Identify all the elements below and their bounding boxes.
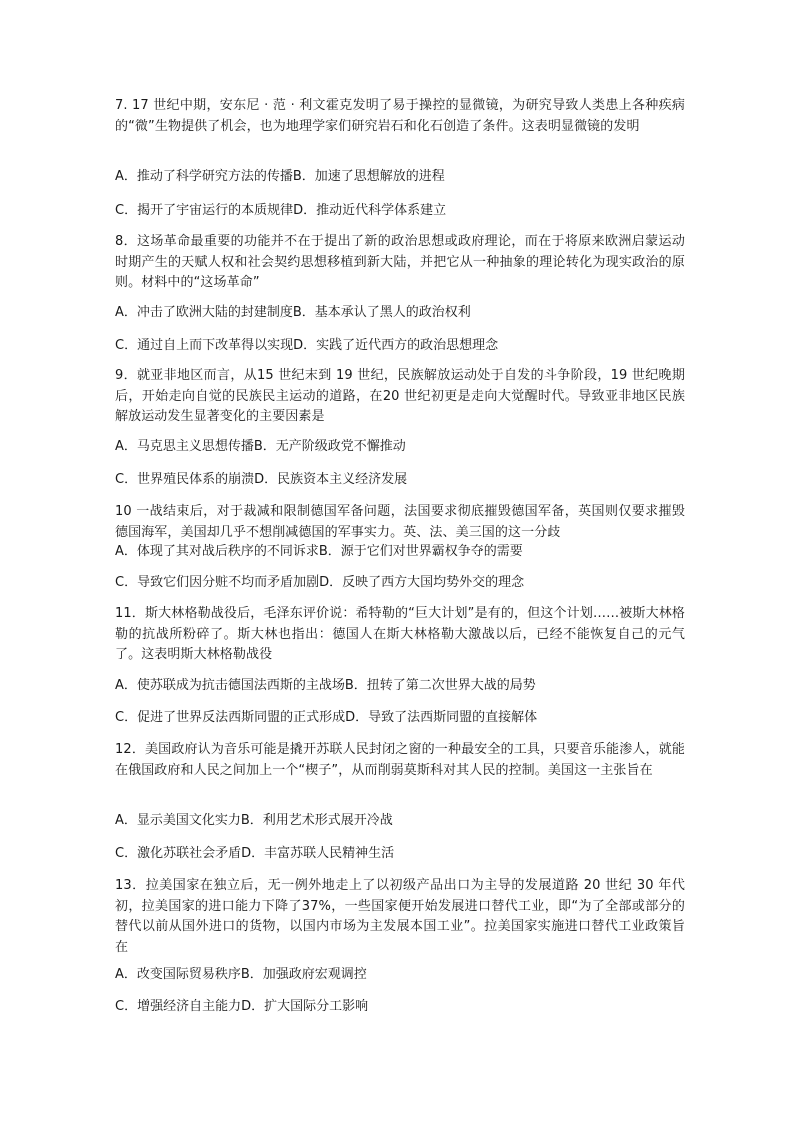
option-row: C．世界殖民体系的崩溃D．民族资本主义经济发展 [115,472,408,487]
question-stem: 13．拉美国家在独立后，无一例外地走上了以初级产品出口为主导的发展道路 20 世纪 30 年代初，拉美国家的进口能力下降了37%，一些国家便开始发展进口替代工业，即“为了全部或部分的替代以前从国外进口的货物，以国内市场为主发展本国工业”。拉美国家实施进口替代工业政策旨在 [115,878,685,955]
question-13 [115,876,685,958]
question-stem: 10 一战结束后，对于裁减和限制德国军备问题，法国要求彻底摧毁德国军备，英国则仅要求摧毁德国海军，美国却几乎不想削减德国的军事实力。英、法、美三国的这一分歧 [115,504,685,540]
option-row: A．体现了其对战后秩序的不同诉求B．源于它们对世界霸权争夺的需要 [115,544,523,559]
question-9 [115,366,685,428]
question-stem: 7. 17 世纪中期，安东尼 · 范 · 利文霍克发明了易于操控的显微镜，为研究导致人类患上各种疾病的“微”生物提供了机会，也为地理学家们研究岩石和化石创造了条件。这表明显微镜的发明 [115,98,685,134]
question-10 [115,502,685,543]
option-row: A．使苏联成为抗击德国法西斯的主战场B．扭转了第二次世界大战的局势 [115,678,536,693]
option-row: C．揭开了宇宙运行的本质规律D．推动近代科学体系建立 [115,203,447,218]
option-row: A．马克思主义思想传播B．无产阶级政党不懈推动 [115,439,406,454]
option-row: C．导致它们因分赃不均而矛盾加剧D．反映了西方大国均势外交的理念 [115,575,525,590]
question-7 [115,96,685,137]
question-stem: 9．就亚非地区而言，从15 世纪末到 19 世纪，民族解放运动处于自发的斗争阶段，19 世纪晚期后，开始走向自觉的民族民主运动的道路，在20 世纪初更是走向大觉醒时代。导致亚非地区民族解放运动发生显著变化的主要因素是 [115,368,685,424]
question-stem: 12．美国政府认为音乐可能是撬开苏联人民封闭之窗的一种最安全的工具，只要音乐能渗人，就能在俄国政府和人民之间加上一个“楔子”，从而削弱莫斯科对其人民的控制。美国这一主张旨在 [115,742,685,778]
question-11 [115,604,685,666]
option-row: A．推动了科学研究方法的传播B．加速了思想解放的进程 [115,169,445,184]
option-row: C．激化苏联社会矛盾D．丰富苏联人民精神生活 [115,846,395,861]
option-row: C．通过自上而下改革得以实现D．实践了近代西方的政治思想理念 [115,338,499,353]
question-stem: 11．斯大林格勒战役后，毛泽东评价说：希特勒的“巨大计划”是有的，但这个计划……被斯大林格勒的抗战所粉碎了。斯大林也指出：德国人在斯大林格勒大激战以后，已经不能恢复自己的元气了。这表明斯大林格勒战役 [115,606,685,662]
option-row: C．增强经济自主能力D．扩大国际分工影响 [115,999,369,1014]
question-8 [115,232,685,294]
option-row: C．促进了世界反法西斯同盟的正式形成D．导致了法西斯同盟的直接解体 [115,710,538,725]
option-row: A．改变国际贸易秩序B．加强政府宏观调控 [115,967,367,982]
question-12 [115,740,685,781]
question-stem: 8．这场革命最重要的功能并不在于提出了新的政治思想或政府理论，而在于将原来欧洲启蒙运动时期产生的天赋人权和社会契约思想移植到新大陆，并把它从一种抽象的理论转化为现实政治的原则。材料中的“这场革命” [115,234,685,290]
option-row: A．冲击了欧洲大陆的封建制度B．基本承认了黑人的政治权利 [115,305,471,320]
option-row: A．显示美国文化实力B．利用艺术形式展开冷战 [115,813,393,828]
